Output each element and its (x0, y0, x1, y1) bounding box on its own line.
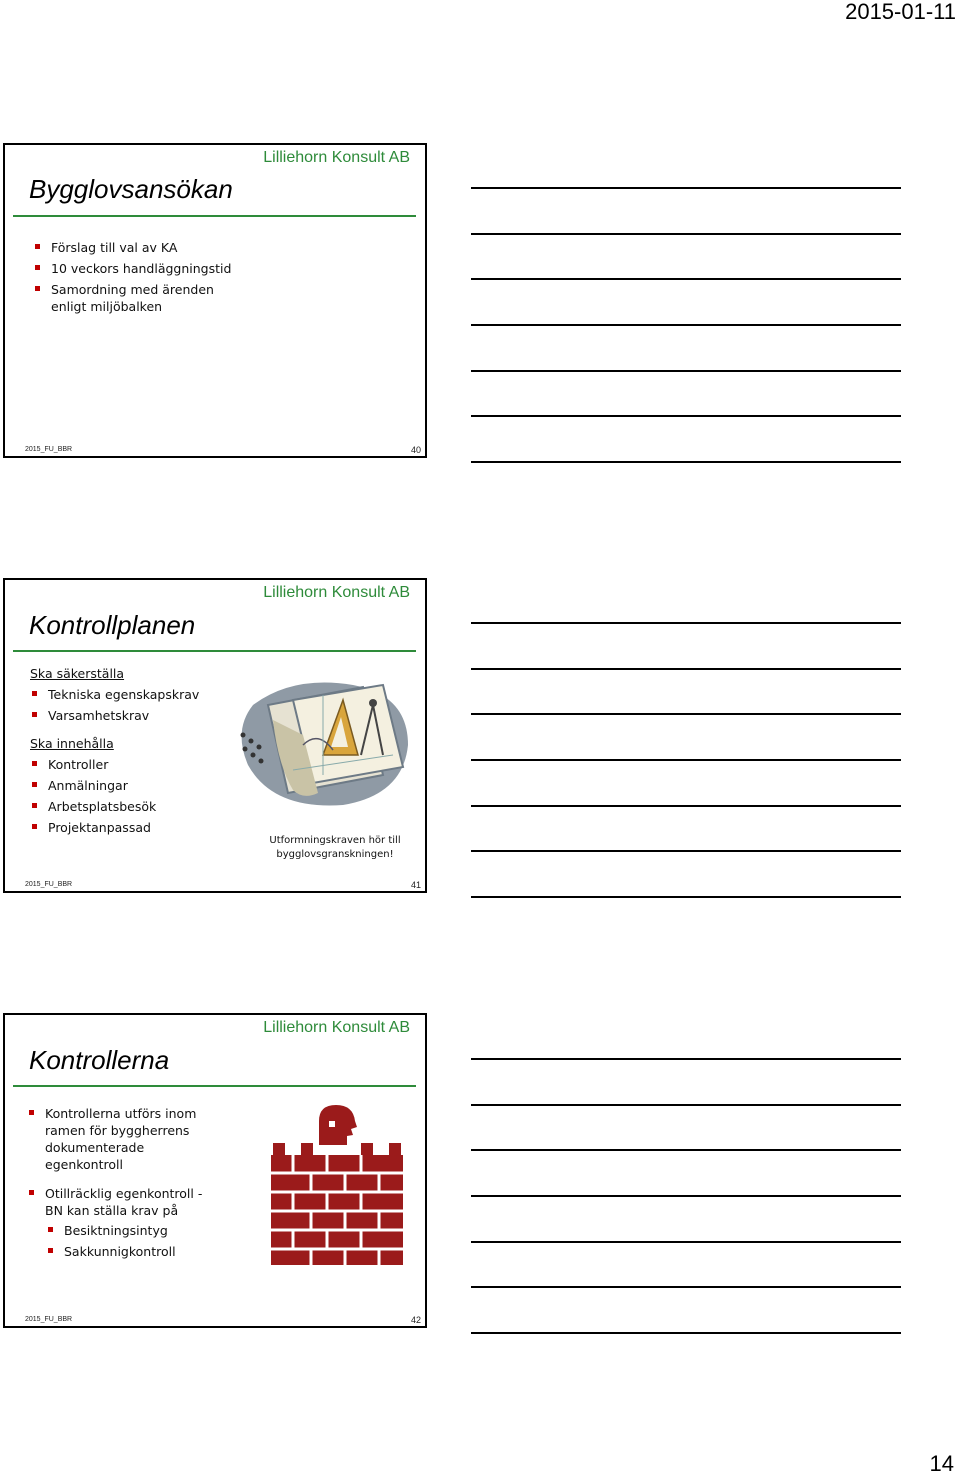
slide-42 (3, 1013, 427, 1328)
sub-bullet-list (46, 1222, 176, 1260)
drafting-tools-icon (233, 675, 413, 815)
note-line (471, 622, 901, 624)
bullet-line: egenkontroll (45, 1157, 123, 1172)
page-date: 2015-01-11 (845, 0, 956, 24)
caption-line: Utformningskraven hör till (269, 835, 401, 846)
company-name: Lilliehorn Konsult AB (263, 584, 410, 601)
bullet-line: BN kan ställa krav på (45, 1203, 179, 1218)
note-line (471, 1058, 901, 1060)
bullet-list (33, 239, 231, 315)
note-line (471, 713, 901, 715)
note-line (471, 668, 901, 670)
title-rule (13, 650, 416, 652)
bullet-line: dokumenterade (45, 1140, 145, 1155)
title-rule (13, 215, 416, 217)
bullet-list (30, 756, 156, 836)
section-heading: Ska säkerställa (30, 666, 125, 681)
note-line (471, 1332, 901, 1334)
bullet-item (27, 1185, 227, 1219)
section-heading: Ska innehålla (30, 736, 114, 751)
sub-bullet-item: Sakkunnigkontroll (46, 1243, 176, 1260)
notes-lines (471, 187, 901, 507)
bullet-item: Projektanpassad (30, 819, 156, 836)
note-line (471, 805, 901, 807)
note-line (471, 1104, 901, 1106)
note-line (471, 759, 901, 761)
sub-bullet-item: Besiktningsintyg (46, 1222, 176, 1239)
note-line (471, 278, 901, 280)
bullet-line: ramen för byggherrens (45, 1123, 190, 1138)
company-name: Lilliehorn Konsult AB (263, 1019, 410, 1036)
note-line (471, 233, 901, 235)
slide-title: Kontrollplanen (29, 610, 196, 640)
note-line (471, 461, 901, 463)
bullet-item: Kontroller (30, 756, 156, 773)
bullet-list (30, 686, 199, 724)
slide-41 (3, 578, 427, 893)
slide-40 (3, 143, 427, 458)
brick-wall-figure-icon (271, 1103, 403, 1265)
page-number: 14 (929, 1451, 954, 1476)
bullet-list (27, 1105, 227, 1219)
bullet-item: Varsamhetskrav (30, 707, 199, 724)
bullet-item: Arbetsplatsbesök (30, 798, 156, 815)
note-line (471, 1241, 901, 1243)
bullet-line: Otillräcklig egenkontroll - (45, 1186, 203, 1201)
slide-code: 2015_FU_BBR (25, 446, 73, 453)
bullet-item: Tekniska egenskapskrav (30, 686, 199, 703)
note-line (471, 896, 901, 898)
bullet-item: Samordning med ärenden (33, 281, 231, 298)
bullet-item: 10 veckors handläggningstid (33, 260, 231, 277)
note-line (471, 324, 901, 326)
bullet-item: Anmälningar (30, 777, 156, 794)
image-caption (260, 834, 410, 862)
company-name: Lilliehorn Konsult AB (263, 149, 410, 166)
slide-title: Bygglovsansökan (29, 174, 233, 204)
caption-line: bygglovsgranskningen! (276, 849, 394, 860)
note-line (471, 1195, 901, 1197)
notes-lines (471, 1058, 901, 1378)
bullet-item: Förslag till val av KA (33, 239, 231, 256)
slide-code: 2015_FU_BBR (25, 1316, 73, 1323)
slide-number: 40 (410, 445, 421, 455)
slide-title: Kontrollerna (29, 1045, 170, 1075)
note-line (471, 415, 901, 417)
slide-number: 42 (410, 1315, 421, 1325)
bullet-item (27, 1105, 227, 1173)
bullet-line: Kontrollerna utförs inom (45, 1106, 197, 1121)
note-line (471, 850, 901, 852)
bullet-continuation: enligt miljöbalken (51, 299, 163, 314)
note-line (471, 370, 901, 372)
slide-code: 2015_FU_BBR (25, 881, 73, 888)
note-line (471, 1149, 901, 1151)
title-rule (13, 1085, 416, 1087)
note-line (471, 1286, 901, 1288)
note-line (471, 187, 901, 189)
slide-number: 41 (410, 880, 421, 890)
notes-lines (471, 622, 901, 942)
